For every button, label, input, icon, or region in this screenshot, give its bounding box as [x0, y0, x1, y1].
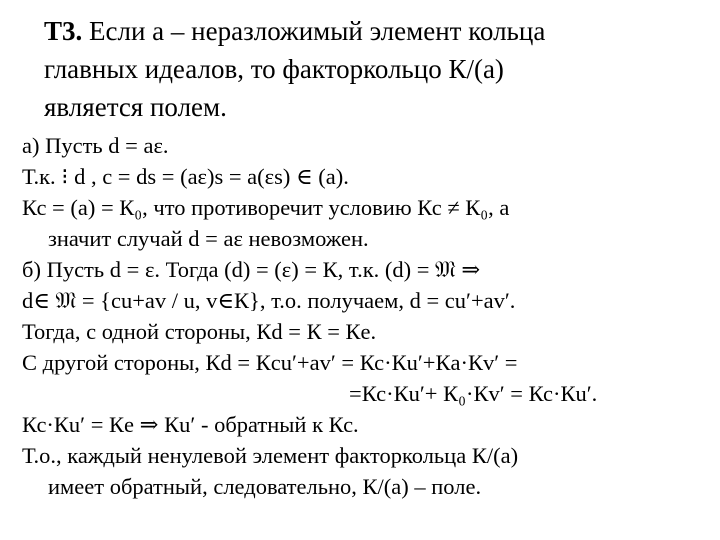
proof-line-4: значит случай d = aε невозможен.: [48, 226, 369, 251]
proof-line-5: б) Пусть d = ε. Тогда (d) = (ε) = К, т.к. (d) = 𝔐 ⇒: [22, 257, 481, 282]
proof-line-9: =Кс·Кu′+ К₀·Кv′ = Кс·Кu′.: [349, 381, 598, 406]
proof-line-2: Т.к. ⁝ d , c = ds = (aε)s = a(εs) ∈ (a).: [22, 164, 349, 189]
title-line-1: [44, 12, 684, 50]
title-line-2: главных идеалов, то факторкольцо К/(a): [44, 54, 504, 84]
proof-line-10: Кс·Кu′ = Кe ⇒ Кu′ - обратный к Кс.: [22, 412, 359, 437]
title-text-1: Если a – неразложимый элемент кольца: [89, 16, 546, 46]
proof-line-6: d∈ 𝔐 = {cu+av / u, v∈К}, т.о. получаем, d = cu′+av′.: [22, 288, 516, 313]
proof-line-3: Кс = (a) = К₀, что противоречит условию Кс ≠ К₀, а: [22, 195, 510, 220]
proof-body: [22, 130, 712, 502]
proof-line-11: Т.о., каждый ненулевой элемент факторкольца К/(a): [22, 443, 519, 468]
proof-line-12: имеет обратный, следовательно, К/(a) – поле.: [48, 474, 482, 499]
theorem-title: [44, 12, 684, 126]
title-line-3: является полем.: [44, 92, 227, 122]
proof-line-8: С другой стороны, Кd = Кcu′+av′ = Кс·Кu′+Кa·Кv′ =: [22, 350, 518, 375]
proof-line-1: а) Пусть d = aε.: [22, 133, 169, 158]
theorem-label: Т3.: [44, 16, 83, 46]
proof-line-7: Тогда, с одной стороны, Кd = К = Кe.: [22, 319, 377, 344]
